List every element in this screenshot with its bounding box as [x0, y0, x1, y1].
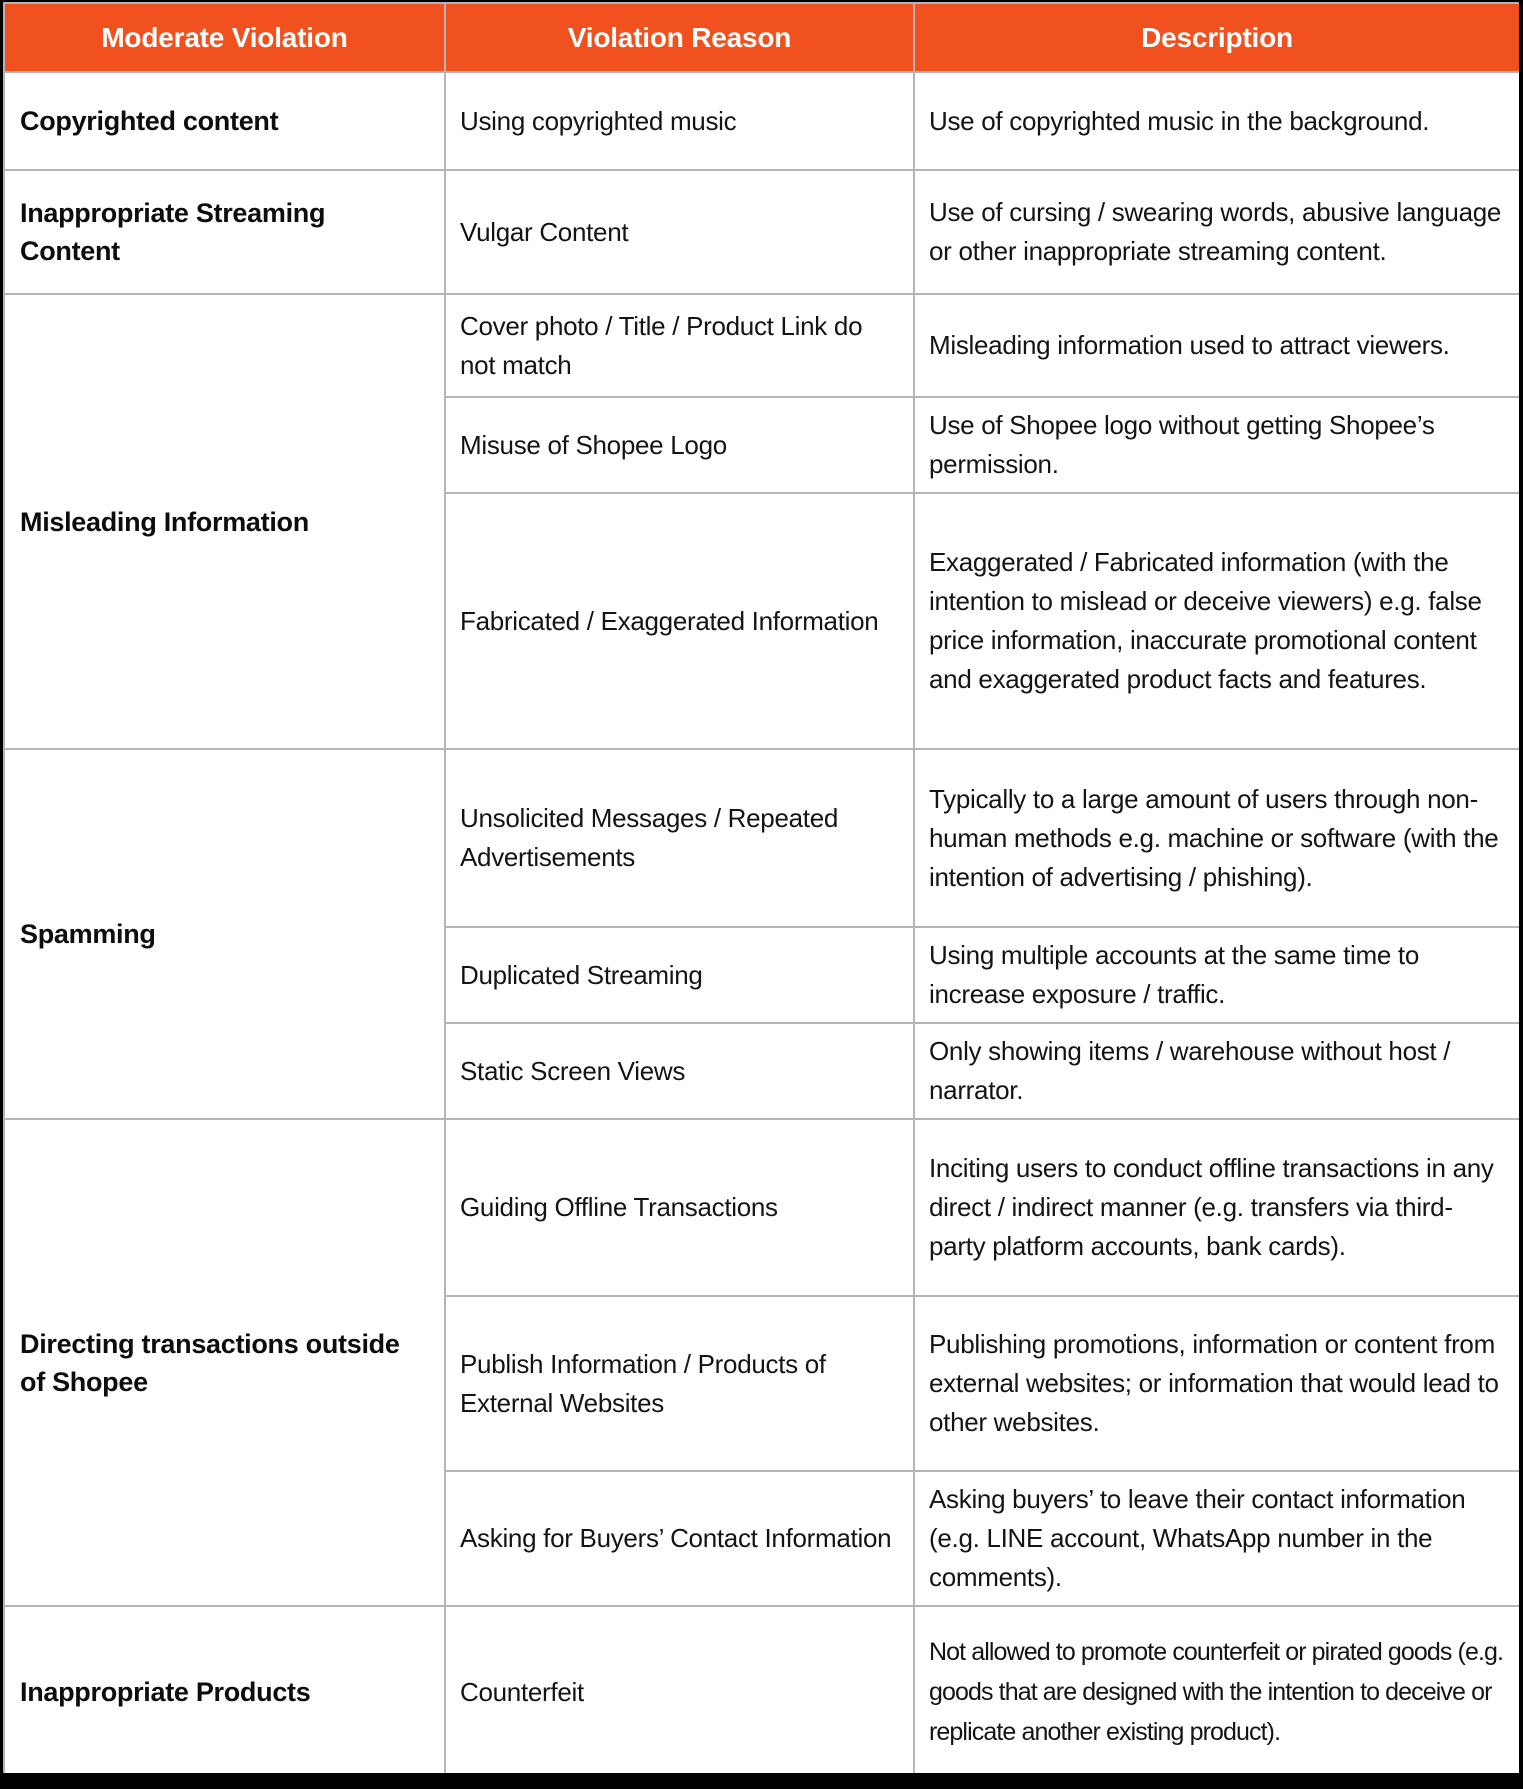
violation-category-cell: Spamming [4, 749, 445, 1119]
violation-reason-cell: Misuse of Shopee Logo [445, 397, 914, 493]
description-cell: Use of copyrighted music in the background. [914, 72, 1519, 170]
violation-reason-cell: Publish Information / Products of External Websites [445, 1296, 914, 1471]
table-row [4, 170, 1519, 294]
table-row [4, 1606, 1519, 1773]
description-cell: Not allowed to promote counterfeit or pirated goods (e.g. goods that are designed with the intention to deceive or replicate another existing product). [914, 1606, 1519, 1773]
violation-reason-cell: Counterfeit [445, 1606, 914, 1773]
description-cell: Only showing items / warehouse without host / narrator. [914, 1023, 1519, 1119]
violation-reason-cell: Cover photo / Title / Product Link do not match [445, 294, 914, 397]
table-row [4, 72, 1519, 170]
table-row [4, 1119, 1519, 1296]
description-cell: Exaggerated / Fabricated information (with the intention to mislead or deceive viewers) e.g. false price information, inaccurate promotional content and exaggerated product facts and features. [914, 493, 1519, 749]
table-row [4, 294, 1519, 397]
violation-category-cell: Directing transactions outside of Shopee [4, 1119, 445, 1606]
description-cell: Use of Shopee logo without getting Shopee’s permission. [914, 397, 1519, 493]
violation-category-cell: Copyrighted content [4, 72, 445, 170]
violation-reason-cell: Unsolicited Messages / Repeated Advertisements [445, 749, 914, 927]
violations-table-frame [3, 2, 1519, 1773]
violation-category-cell: Misleading Information [4, 294, 445, 749]
header-violation-reason: Violation Reason [445, 3, 914, 72]
violation-reason-cell: Guiding Offline Transactions [445, 1119, 914, 1296]
violation-reason-cell: Static Screen Views [445, 1023, 914, 1119]
header-moderate-violation: Moderate Violation [4, 3, 445, 72]
description-cell: Asking buyers’ to leave their contact information (e.g. LINE account, WhatsApp number in the comments). [914, 1471, 1519, 1606]
description-cell: Typically to a large amount of users through non-human methods e.g. machine or software (with the intention of advertising / phishing). [914, 749, 1519, 927]
description-cell: Use of cursing / swearing words, abusive language or other inappropriate streaming content. [914, 170, 1519, 294]
table-row [4, 749, 1519, 927]
header-row [4, 3, 1519, 72]
header-description: Description [914, 3, 1519, 72]
violation-reason-cell: Asking for Buyers’ Contact Information [445, 1471, 914, 1606]
violation-reason-cell: Using copyrighted music [445, 72, 914, 170]
description-cell: Using multiple accounts at the same time to increase exposure / traffic. [914, 927, 1519, 1023]
violation-category-cell: Inappropriate Products [4, 1606, 445, 1773]
violation-reason-cell: Vulgar Content [445, 170, 914, 294]
violation-reason-cell: Duplicated Streaming [445, 927, 914, 1023]
description-cell: Misleading information used to attract viewers. [914, 294, 1519, 397]
description-cell: Inciting users to conduct offline transactions in any direct / indirect manner (e.g. transfers via third-party platform accounts, bank cards). [914, 1119, 1519, 1296]
violation-category-cell: Inappropriate Streaming Content [4, 170, 445, 294]
violation-reason-cell: Fabricated / Exaggerated Information [445, 493, 914, 749]
moderate-violations-table [3, 2, 1519, 1773]
description-cell: Publishing promotions, information or content from external websites; or information that would lead to other websites. [914, 1296, 1519, 1471]
